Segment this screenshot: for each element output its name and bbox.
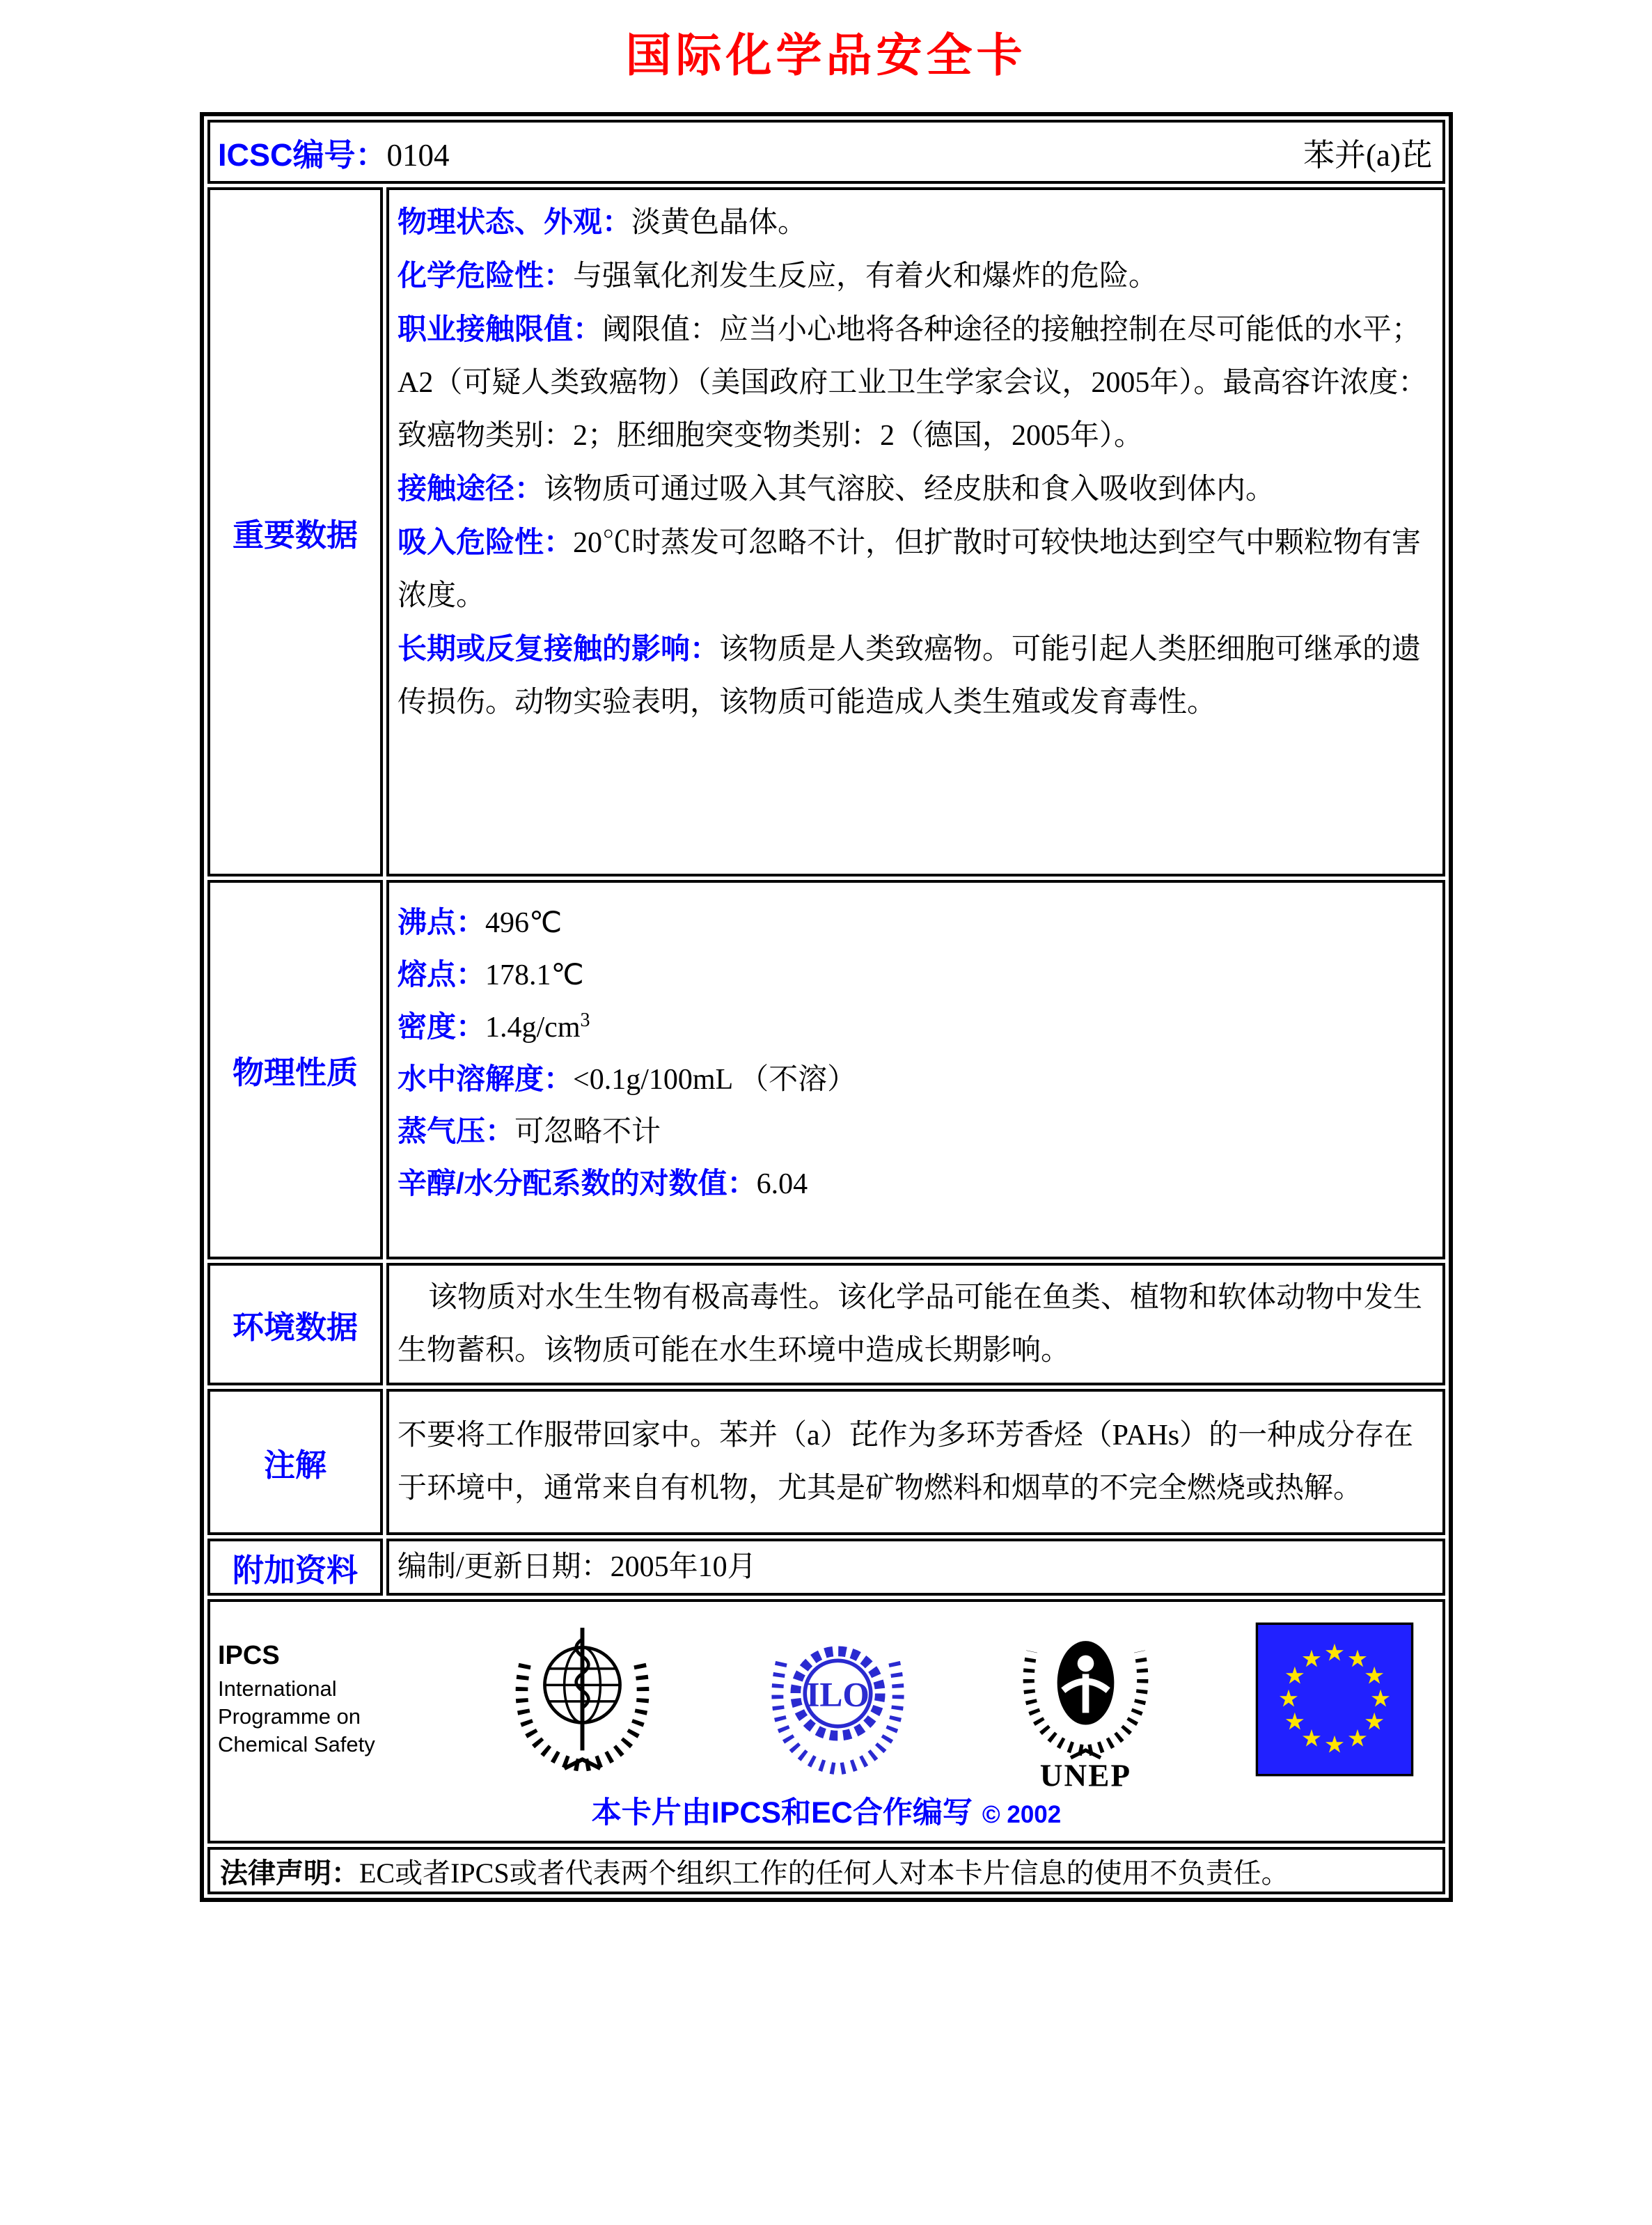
ipcs-title: IPCS bbox=[218, 1640, 280, 1670]
additional-info-row bbox=[207, 1539, 1445, 1596]
legal-text: EC或者IPCS或者代表两个组织工作的任何人对本卡片信息的使用不负责任。 bbox=[359, 1857, 1289, 1889]
row-label-notes: 注解 bbox=[207, 1389, 383, 1535]
copyright-text: © 2002 bbox=[982, 1801, 1062, 1828]
data-item bbox=[398, 516, 1431, 622]
field-label: 密度： bbox=[398, 1010, 486, 1043]
data-item bbox=[398, 1001, 1431, 1053]
density-superscript: 3 bbox=[580, 1009, 590, 1031]
environmental-data-content bbox=[386, 1263, 1445, 1385]
cooperation-caption bbox=[211, 1789, 1442, 1840]
caption-text: 本卡片由IPCS和EC合作编写 bbox=[591, 1796, 973, 1830]
who-logo-icon bbox=[501, 1618, 664, 1782]
field-label: 物理状态、外观： bbox=[398, 205, 632, 238]
data-item bbox=[398, 462, 1431, 516]
header-row bbox=[207, 120, 1445, 184]
additional-info-content bbox=[386, 1539, 1445, 1596]
field-value: 1.4g/cm bbox=[485, 1012, 581, 1044]
field-label: 蒸气压： bbox=[398, 1115, 515, 1147]
notes-content bbox=[386, 1389, 1445, 1535]
notes-row bbox=[207, 1389, 1445, 1535]
data-item bbox=[398, 949, 1431, 1001]
field-value: <0.1g/100mL （不溶） bbox=[573, 1064, 857, 1096]
field-value: 20℃时蒸发可忽略不计，但扩散时可较快地达到空气中颗粒物有害浓度。 bbox=[398, 527, 1422, 612]
unep-label: UNEP bbox=[1039, 1758, 1131, 1789]
ipcs-wordmark: IPCS International Programme on Chemical Safety bbox=[218, 1641, 406, 1759]
logos-row bbox=[207, 1599, 1445, 1843]
field-value: 496℃ bbox=[485, 907, 563, 939]
data-item bbox=[398, 897, 1431, 949]
data-item bbox=[398, 196, 1431, 249]
physical-properties-content bbox=[386, 880, 1445, 1259]
field-label: 职业接触限值： bbox=[398, 313, 603, 345]
data-item bbox=[398, 1158, 1431, 1210]
legal-label: 法律声明： bbox=[220, 1857, 359, 1889]
field-label: 长期或反复接触的影响： bbox=[398, 632, 720, 665]
icsc-number bbox=[218, 129, 450, 175]
legal-row bbox=[207, 1847, 1445, 1894]
chemical-name: 苯并(a)芘 bbox=[1303, 137, 1432, 173]
page-title: 国际化学品安全卡 bbox=[625, 29, 1027, 81]
field-value: 与强氧化剂发生反应，有着火和爆炸的危险。 bbox=[573, 260, 1158, 292]
important-data-content bbox=[386, 187, 1445, 876]
environmental-data-text: 该物质对水生生物有极高毒性。该化学品可能在鱼类、植物和软体动物中发生生物蓄积。该物质可能在水生环境中造成长期影响。 bbox=[398, 1282, 1423, 1367]
field-value: 该物质是人类致癌物。可能引起人类胚细胞可继承的遗传损伤。动物实验表明，该物质可能造成人类生殖或发育毒性。 bbox=[398, 634, 1422, 718]
row-label-physical-properties: 物理性质 bbox=[207, 880, 383, 1259]
field-value: 淡黄色晶体。 bbox=[631, 207, 808, 239]
data-item bbox=[398, 303, 1431, 462]
data-item bbox=[398, 1053, 1431, 1106]
data-item bbox=[398, 1106, 1431, 1158]
field-value: 178.1℃ bbox=[485, 959, 584, 991]
field-label: 化学危险性： bbox=[398, 259, 574, 292]
row-label-environmental-data: 环境数据 bbox=[207, 1263, 383, 1385]
field-value: 该物质可通过吸入其气溶胶、经皮肤和食入吸收到体内。 bbox=[544, 473, 1275, 505]
row-label-important-data: 重要数据 bbox=[207, 187, 383, 876]
icsc-card-table bbox=[200, 112, 1453, 1902]
field-label: 辛醇/水分配系数的对数值： bbox=[398, 1167, 757, 1200]
field-label: 沸点： bbox=[398, 906, 486, 938]
physical-properties-row bbox=[207, 880, 1445, 1259]
ilo-label: ILO bbox=[805, 1675, 870, 1713]
field-label: 水中溶解度： bbox=[398, 1062, 574, 1095]
icsc-number-value: 0104 bbox=[386, 137, 450, 173]
field-label: 熔点： bbox=[398, 958, 486, 991]
environmental-data-row bbox=[207, 1263, 1445, 1385]
icsc-number-label: ICSC编号： bbox=[218, 136, 387, 173]
field-label: 接触途径： bbox=[398, 472, 544, 505]
data-item bbox=[398, 622, 1431, 729]
field-value: 6.04 bbox=[756, 1168, 808, 1200]
field-value: 可忽略不计 bbox=[514, 1116, 661, 1148]
ilo-logo-icon bbox=[760, 1621, 916, 1778]
field-value: 阈限值：应当小心地将各种途径的接触控制在尽可能低的水平；A2（可疑人类致癌物）（美国政府工业卫生学家会议，2005年）。最高容许浓度：致癌物类别：2；胚细胞突变物类别：2（德国，2005年）。 bbox=[398, 314, 1428, 452]
important-data-row bbox=[207, 187, 1445, 876]
eu-flag-icon bbox=[1255, 1622, 1414, 1777]
additional-info-text: 编制/更新日期：2005年10月 bbox=[398, 1551, 757, 1583]
notes-text: 不要将工作服带回家中。苯并（a）芘作为多环芳香烃（PAHs）的一种成分存在于环境中，通常来自有机物，尤其是矿物燃料和烟草的不完全燃烧或热解。 bbox=[398, 1420, 1414, 1504]
row-label-additional-info: 附加资料 bbox=[207, 1539, 383, 1596]
field-label: 吸入危险性： bbox=[398, 526, 574, 558]
unep-logo-icon bbox=[1011, 1610, 1161, 1789]
data-item bbox=[398, 249, 1431, 303]
